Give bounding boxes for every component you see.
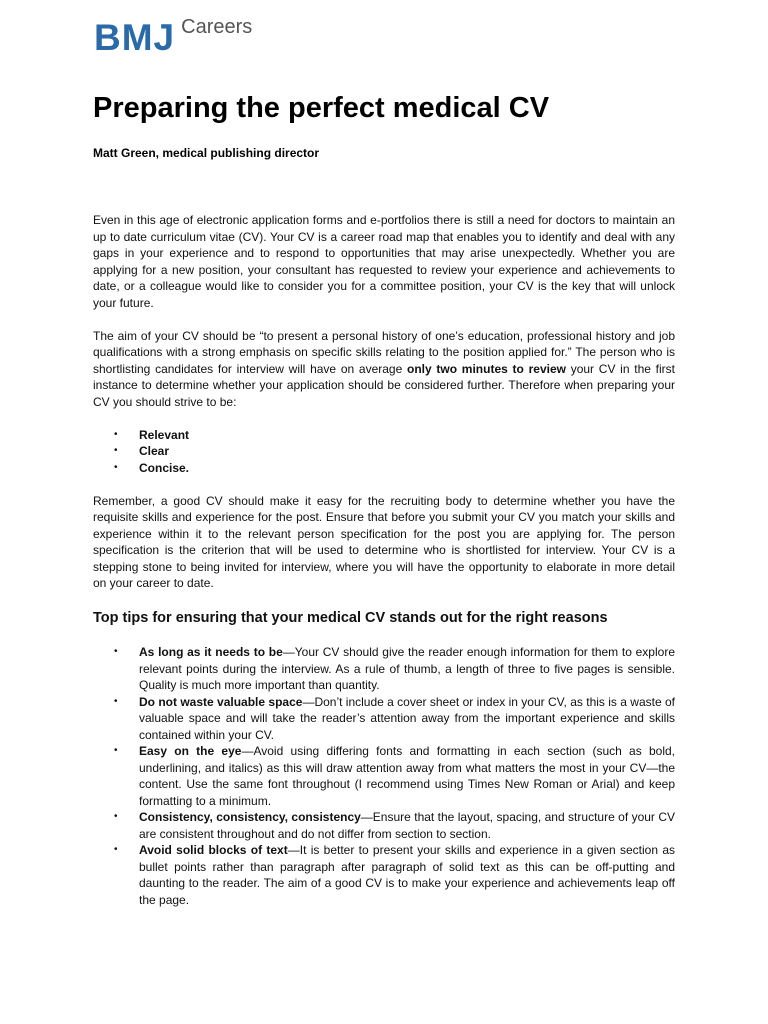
remember-paragraph: Remember, a good CV should make it easy for the recruiting body to determine whether you have the requisite skills and experience for the post. Ensure that before you submit your CV you match your skills and experience within it to the relevant person specification for the post you are applying for. The person specification is the criterion that will be used to determine who is shortlisted for interview. Your CV is a stepping stone to being invited for interview, where you will have the opportunity to elaborate in more detail on your career to date. (93, 493, 675, 590)
aim-paragraph (93, 328, 675, 411)
tip-lead: As long as it needs to be (139, 645, 283, 659)
quality-label: Clear (139, 444, 170, 458)
tips-heading: Top tips for ensuring that your medical CV stands out for the right reasons (93, 610, 608, 626)
list-item (93, 644, 675, 694)
bullet-icon: • (114, 461, 118, 473)
tips-list (93, 644, 675, 908)
tip-text: —Avoid using differing fonts and formatting in each section (such as bold, underlining, and italics) as this will draw attention away from what matters the most in your CV—the content. Use the same font throughout (I recommend using Times New Roman or Arial) and keep formatting to a minimum. (139, 744, 675, 808)
logo-subbrand: Careers (181, 16, 253, 38)
bullet-icon: • (114, 646, 118, 657)
tip-text: —It is better to present your skills and experience in a given section as bullet points rather than paragraph after paragraph of solid text as this can be off-putting and daunting to the reader. The aim of a good CV is to make your experience and achievements leap off the page. (139, 843, 675, 907)
qualities-list (93, 427, 675, 477)
list-item (93, 443, 675, 460)
tip-text: —Don’t include a cover sheet or index in your CV, as this is a waste of valuable space and will take the reader’s attention away from the important experience and skills contained within your CV. (139, 694, 675, 742)
tip-lead: Do not waste valuable space (139, 694, 303, 709)
list-item (93, 460, 675, 477)
list-item (93, 842, 675, 908)
intro-paragraph: Even in this age of electronic application forms and e-portfolios there is still a need for doctors to maintain an up to date curriculum vitae (CV). Your CV is a career road map that enables you to identify and deal with any gaps in your experience and to respond to opportunities that may arise unexpectedly. Whether you are applying for a new position, your consultant has requested to review your experience and achievements to date, or a colleague would like to consider you for a committee position, your CV is the key that will unlock your future. (93, 213, 675, 310)
aim-text-end: your CV in the first instance to determine whether your application should be considered further. Therefore when preparing your CV you should strive to be: (93, 361, 675, 409)
page-title: Preparing the perfect medical CV (93, 92, 550, 124)
bullet-icon: • (114, 811, 118, 822)
tip-text: —Your CV should give the reader enough information for them to explore relevant points during the interview. As a rule of thumb, a length of three to five pages is sensible. Quality is much more important than quantity. (139, 645, 675, 692)
bullet-icon: • (114, 745, 118, 756)
list-item (93, 694, 675, 744)
bullet-icon: • (114, 844, 118, 855)
logo-brand: BMJ (94, 17, 176, 58)
list-item (93, 743, 675, 809)
bullet-icon: • (114, 428, 118, 440)
author-byline: Matt Green, medical publishing director (93, 146, 320, 160)
bmj-careers-logo (94, 14, 254, 62)
list-item (93, 809, 675, 842)
quality-label: Relevant (139, 427, 190, 442)
list-item (93, 427, 675, 444)
quality-label: Concise. (139, 460, 190, 475)
bullet-icon: • (114, 445, 118, 456)
bullet-icon: • (114, 695, 118, 707)
tip-lead: Avoid solid blocks of text (139, 843, 288, 857)
aim-text-start: The aim of your CV should be “to present a personal history of one’s education, professional history and job qualifications with a strong emphasis on specific skills relating to the position applied for.” The person who is shortlisting candidates for interview will have on average (93, 328, 675, 376)
tip-lead: Consistency, consistency, consistency (139, 810, 361, 824)
aim-emphasis: only two minutes to review (407, 361, 566, 376)
tip-text: —Ensure that the layout, spacing, and structure of your CV are consistent throughout and do not differ from section to section. (139, 810, 675, 841)
article-body (93, 212, 675, 908)
tip-lead: Easy on the eye (139, 744, 242, 758)
